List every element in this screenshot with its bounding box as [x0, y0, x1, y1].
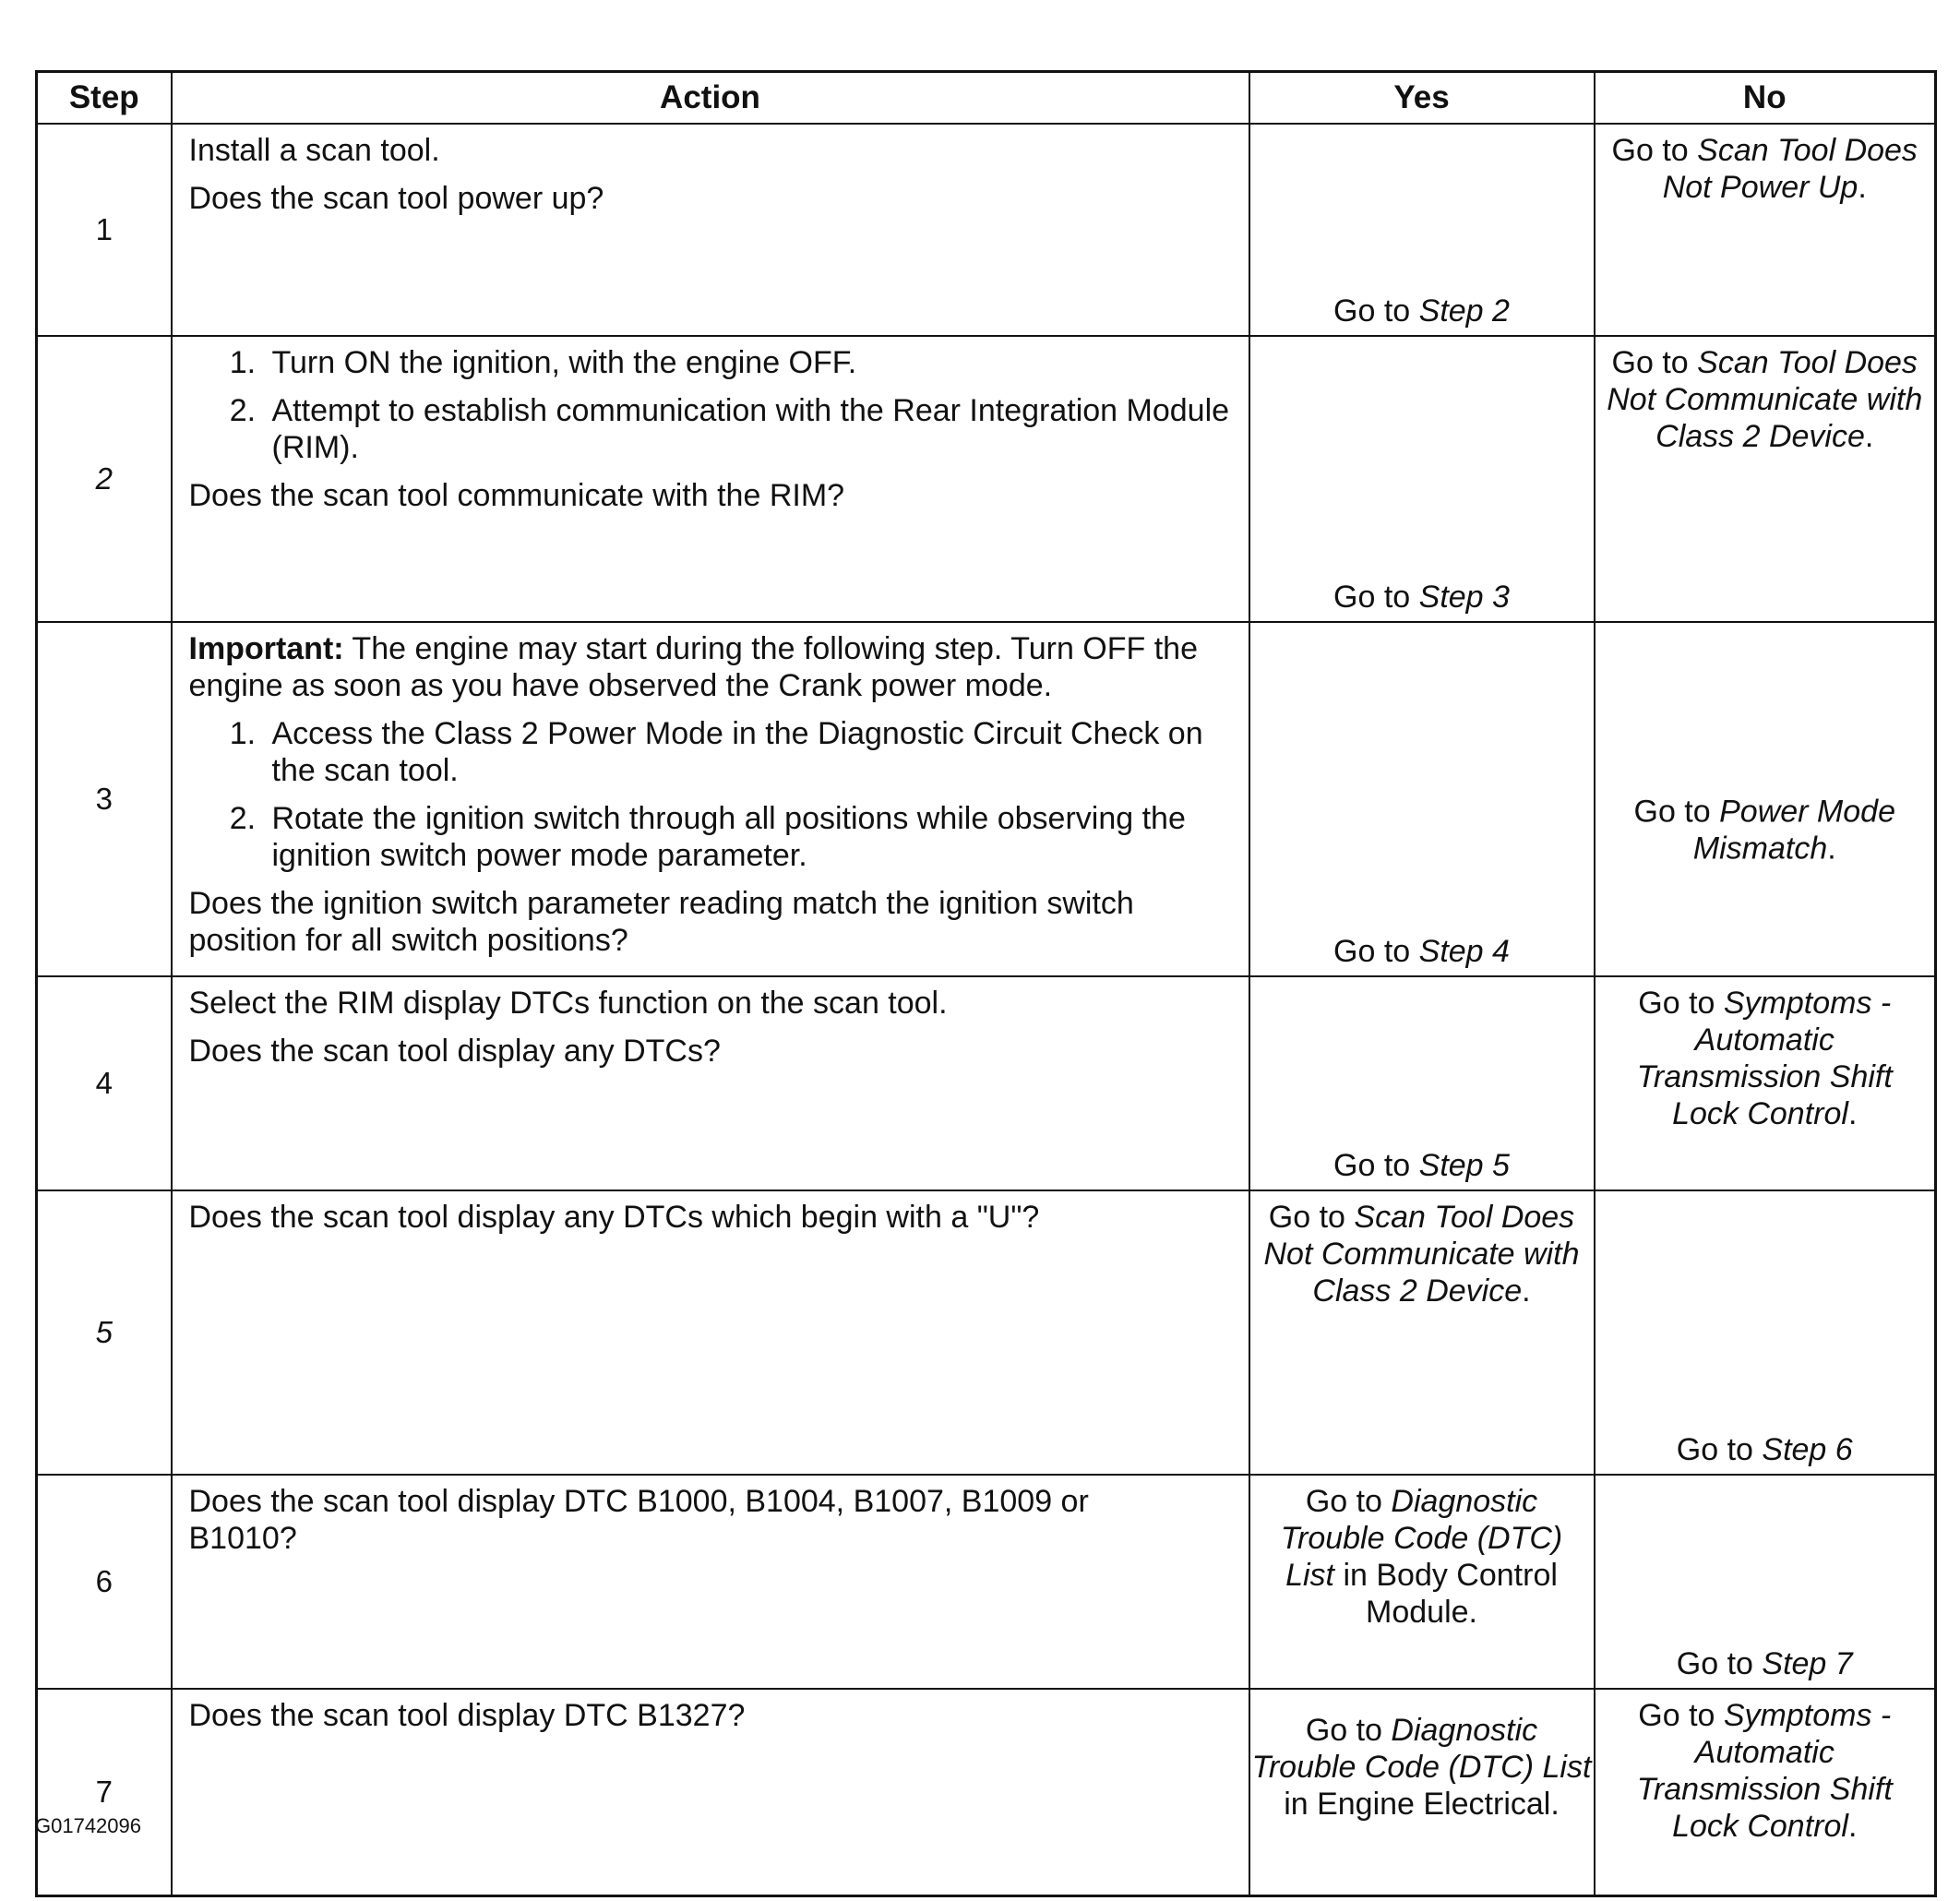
action-cell	[172, 1689, 1249, 1896]
important-text: The engine may start during the following step. Turn OFF the engine as soon as you have observed the Crank power mode.	[188, 631, 1198, 703]
no-cell	[1595, 1689, 1936, 1896]
yes-link[interactable]: Step 4	[1418, 934, 1510, 969]
yes-cell	[1249, 336, 1595, 622]
yes-result[interactable]: Go to Step 2	[1333, 293, 1510, 329]
action-question: Does the scan tool power up?	[188, 181, 604, 216]
yes-result[interactable]: Go to Diagnostic Trouble Code (DTC) List in Body Control Module.	[1280, 1484, 1563, 1630]
step-number: 6	[37, 1475, 172, 1689]
diagnostic-table	[35, 70, 1937, 1897]
action-question: Does the scan tool display DTC B1327?	[188, 1698, 746, 1733]
step-number: 2	[37, 336, 172, 622]
header-no: No	[1595, 72, 1936, 125]
yes-cell	[1249, 1475, 1595, 1689]
table-row	[37, 622, 1936, 976]
no-result[interactable]: Go to Scan Tool Does Not Power Up.	[1611, 133, 1918, 205]
important-note	[189, 630, 1232, 704]
no-result[interactable]: Go to Step 6	[1676, 1432, 1853, 1467]
step-number: 7	[37, 1689, 172, 1896]
action-question: Does the scan tool display DTC B1000, B1004, B1007, B1009 or B1010?	[188, 1484, 1089, 1556]
yes-result[interactable]: Go to Step 4	[1333, 934, 1510, 969]
table-row	[37, 1475, 1936, 1689]
yes-result[interactable]: Go to Step 5	[1333, 1148, 1510, 1183]
table-row	[37, 1689, 1936, 1896]
no-result[interactable]: Go to Scan Tool Does Not Communicate with Class 2 Device.	[1607, 345, 1923, 454]
no-result[interactable]: Go to Symptoms - Automatic Transmission Shift Lock Control.	[1636, 986, 1893, 1131]
no-cell	[1595, 336, 1936, 622]
no-link[interactable]: Scan Tool Does Not Communicate with Class 2 Device	[1607, 345, 1923, 454]
table-row	[37, 124, 1936, 336]
yes-cell	[1249, 124, 1595, 336]
no-result[interactable]: Go to Power Mode Mismatch.	[1633, 794, 1895, 867]
yes-result[interactable]: Go to Scan Tool Does Not Communicate with Class 2 Device.	[1263, 1200, 1580, 1309]
action-line: Install a scan tool.	[188, 133, 440, 168]
no-link[interactable]: Step 6	[1762, 1432, 1853, 1467]
no-cell	[1595, 976, 1936, 1190]
important-label: Important:	[188, 631, 344, 666]
action-question: Does the scan tool display any DTCs?	[188, 1034, 721, 1069]
action-list-item: 1. Access the Class 2 Power Mode in the Diagnostic Circuit Check on the scan tool.	[265, 715, 1232, 789]
figure-id: G01742096	[35, 1814, 141, 1837]
step-number: 1	[37, 124, 172, 336]
no-link[interactable]: Scan Tool Does Not Power Up	[1662, 133, 1918, 205]
no-link[interactable]: Step 7	[1762, 1646, 1853, 1681]
action-cell	[172, 124, 1249, 336]
action-list-item: 1. Turn ON the ignition, with the engine OFF.	[265, 344, 1232, 381]
yes-link[interactable]: Scan Tool Does Not Communicate with Class 2 Device	[1263, 1200, 1580, 1309]
yes-cell	[1249, 1190, 1595, 1475]
yes-link[interactable]: Diagnostic Trouble Code (DTC) List	[1251, 1713, 1592, 1785]
action-cell	[172, 336, 1249, 622]
action-list	[189, 715, 1232, 874]
action-cell	[172, 1190, 1249, 1475]
yes-link[interactable]: Step 2	[1418, 293, 1510, 329]
no-link[interactable]: Symptoms - Automatic Transmission Shift Lock Control	[1636, 1698, 1893, 1844]
yes-cell	[1249, 1689, 1595, 1896]
yes-result[interactable]: Go to Diagnostic Trouble Code (DTC) List in Engine Electrical.	[1251, 1713, 1592, 1822]
action-question: Does the scan tool communicate with the RIM?	[188, 478, 845, 513]
no-cell	[1595, 1475, 1936, 1689]
no-cell	[1595, 1190, 1936, 1475]
action-cell	[172, 622, 1249, 976]
yes-link[interactable]: Step 3	[1418, 580, 1510, 615]
yes-link[interactable]: Diagnostic Trouble Code (DTC) List	[1280, 1484, 1563, 1593]
yes-result[interactable]: Go to Step 3	[1333, 580, 1510, 615]
action-cell	[172, 976, 1249, 1190]
no-link[interactable]: Symptoms - Automatic Transmission Shift Lock Control	[1636, 986, 1893, 1131]
action-question: Does the scan tool display any DTCs which begin with a "U"?	[188, 1200, 1040, 1235]
action-line: Select the RIM display DTCs function on the scan tool.	[188, 986, 948, 1021]
step-number: 3	[37, 622, 172, 976]
action-question: Does the ignition switch parameter reading match the ignition switch position for all switch positions?	[188, 886, 1134, 958]
header-yes: Yes	[1249, 72, 1595, 125]
no-result[interactable]: Go to Step 7	[1676, 1646, 1853, 1681]
action-cell	[172, 1475, 1249, 1689]
action-list-item: 2. Rotate the ignition switch through all positions while observing the ignition switch power mode parameter.	[265, 800, 1232, 874]
no-cell	[1595, 622, 1936, 976]
no-cell	[1595, 124, 1936, 336]
no-result[interactable]: Go to Symptoms - Automatic Transmission Shift Lock Control.	[1636, 1698, 1893, 1844]
no-link[interactable]: Power Mode Mismatch	[1692, 794, 1895, 867]
action-list	[189, 344, 1232, 466]
yes-cell	[1249, 976, 1595, 1190]
header-row	[37, 72, 1936, 125]
action-list-item: 2. Attempt to establish communication with the Rear Integration Module (RIM).	[265, 392, 1232, 466]
yes-cell	[1249, 622, 1595, 976]
table-row	[37, 336, 1936, 622]
table-row	[37, 1190, 1936, 1475]
step-number: 4	[37, 976, 172, 1190]
table-row	[37, 976, 1936, 1190]
header-step: Step	[37, 72, 172, 125]
yes-link[interactable]: Step 5	[1418, 1148, 1510, 1183]
step-number: 5	[37, 1190, 172, 1475]
header-action: Action	[172, 72, 1249, 125]
